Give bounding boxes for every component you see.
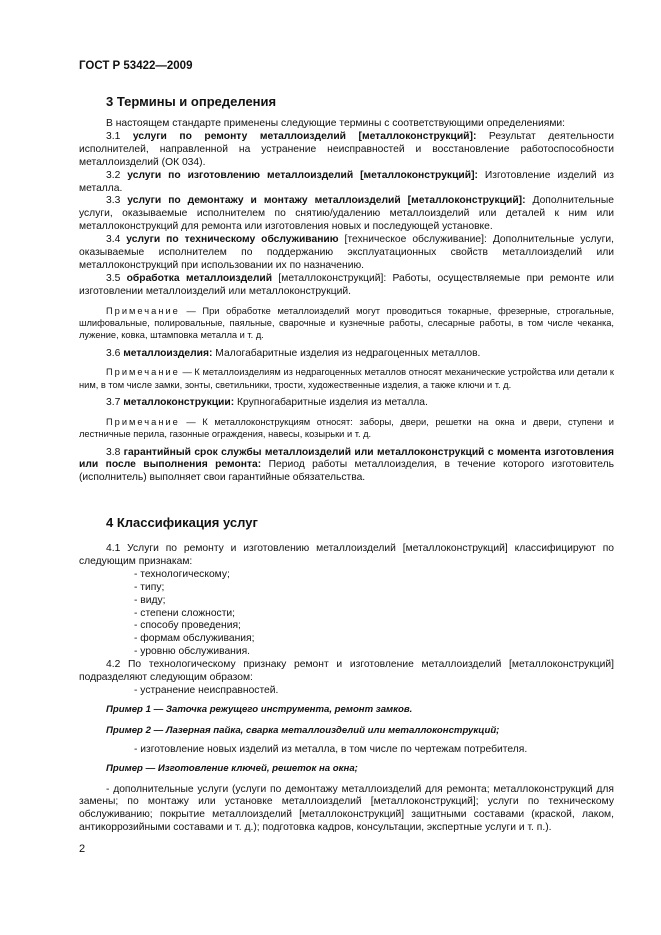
section-4-title: 4 Классификация услуг (106, 515, 258, 530)
list-item: - формам обслуживания; (134, 633, 255, 645)
term-3-4-name: услуги по техническому обслуживанию (126, 234, 339, 246)
list-item-new-items: - изготовление новых изделий из металла, в том числе по чертежам потребителя. (134, 743, 528, 755)
term-3-8-name: гарантийный срок службы металлоизделий или металлоконструкций с момента изготовления или после выполнения ремонта: (79, 446, 614, 471)
term-3-1-definition: Результат деятельности исполнителей, направленной на устранение неисправностей и восстановление работоспособности металлоизделий (ОК 034). (79, 130, 614, 168)
term-3-4-definition: [техническое обслуживание]: Дополнительные услуги, оказываемые исполнителем по поддержанию эксплуатационных свойств металлоизделий или металлоконструкций при использовании их по назначению. (79, 234, 614, 271)
note-1: Примечание — При обработке металлоизделий могут проводиться токарные, фрезерные, строгальные, шлифовальные, полировальные, паяльные, сварочные и кузнечные работы, слесарные работы, в том числе чеканка, лужение, ковка, штамповка металла и т. д. (79, 305, 614, 341)
paragraph-4-1: 4.1 Услуги по ремонту и изготовлению металлоизделий [металлоконструкций] классифицируют по следующим признакам: (79, 543, 614, 567)
term-3-6-name: металлоизделия: (123, 347, 213, 359)
list-item: - степени сложности; (134, 607, 236, 619)
section-3-body (79, 118, 614, 485)
term-3-8: 3.8 гарантийный срок службы металлоизделий или металлоконструкций с момента изготовления или после выполнения ремонта: Период работы металлоизделия, в течение которого изготовитель (исполнитель) выполняет свои гарантийные обязательства. (79, 446, 615, 484)
term-3-7: 3.7 металлоконструкции: Крупногабаритные изделия из металла. (106, 397, 428, 409)
list-item-repair: - устранение неисправностей. (134, 684, 279, 696)
term-3-2-name: услуги по изготовлению металлоизделий [металлоконструкций]: (127, 169, 478, 181)
note-3: Примечание — К металлоконструкциям относят: заборы, двери, решетки на окна и двери, ступени и лестничные перила, газонные ограждения, навесы, козырьки и т. д. (79, 416, 614, 440)
page-number: 2 (79, 843, 86, 855)
term-3-6-definition: Малогабаритные изделия из недрагоценных металлов. (212, 347, 481, 359)
section-3-title: 3 Термины и определения (106, 94, 277, 109)
paragraph-4-2: 4.2 По технологическому признаку ремонт и изготовление металлоизделий [металлоконструкций] подразделяют следующим образом: (79, 659, 614, 684)
term-3-8-definition: Период работы металлоизделия, в течение которого изготовитель (исполнитель) выполняет свои гарантийные обязательства. (79, 459, 615, 484)
list-item: - технологическому; (134, 568, 230, 580)
list-item: - уровню обслуживания. (134, 646, 251, 658)
term-3-2-definition: Изготовление изделий из металла. (79, 169, 614, 194)
term-3-5: 3.5 обработка металлоизделий [металлоконструкций]: Работы, осуществляемые при ремонте или изготовлении металлоизделий или металлоконструкций. (79, 272, 614, 297)
section-3-intro: В настоящем стандарте применены следующие термины с соответствующими определениями: (106, 118, 566, 129)
list-item: - виду; (134, 594, 166, 606)
list-item: - способу проведения; (134, 620, 241, 632)
term-3-7-definition: Крупногабаритные изделия из металла. (234, 397, 428, 409)
note-1-label: Примечание (106, 305, 180, 316)
standard-code-header: ГОСТ Р 53422—2009 (79, 60, 193, 72)
note-2: Примечание — К металлоизделиям из недрагоценных металлов относят механические устройства или детали к ним, в том числе замки, зонты, светильники, трости, художественные изделия, а также ключи и т. д. (79, 367, 614, 390)
list-item: - типу; (134, 581, 165, 593)
section-4-body (79, 543, 614, 835)
term-3-5-name: обработка металлоизделий (126, 272, 273, 284)
term-3-2: 3.2 услуги по изготовлению металлоизделий [металлоконструкций]: Изготовление изделий из металла. (79, 169, 614, 194)
term-3-3-name: услуги по демонтажу и монтажу металлоизделий [металлоконструкций]: (127, 195, 526, 207)
example-3: Пример — Изготовление ключей, решеток на окна; (106, 762, 358, 774)
term-3-4: 3.4 услуги по техническому обслуживанию [техническое обслуживание]: Дополнительные услуги, оказываемые исполнителем по поддержанию эксплуатационных свойств металлоизделий или металлоконструкций при использовании их по назначению. (79, 234, 614, 271)
term-3-1-name: услуги по ремонту металлоизделий [металлоконструкций]: (132, 130, 477, 142)
note-3-label: Примечание (106, 416, 180, 427)
example-2: Пример 2 — Лазерная пайка, сварка металлоизделий или металлоконструкций; (106, 724, 500, 736)
term-3-7-name: металлоконструкции: (123, 397, 235, 409)
note-2-label: Примечание (106, 367, 180, 378)
list-item-additional-services: - дополнительные услуги (услуги по демонтажу металлоизделий для ремонта; металлоконструкций для замены; по монтажу или установке металлоизделий [металлоконструкций]; услуги по техническому обслуживанию; покрытие металлоизделий [металлоконструкций] защитными составами (краской, лаком, антикоррозийными составами и т. д.); подготовка кадров, консультации, экспертные услуги и т. п.). (79, 783, 614, 834)
term-3-5-definition: [металлоконструкций]: Работы, осуществляемые при ремонте или изготовлении металлоизделий или металлоконструкций. (79, 272, 614, 297)
term-3-1: 3.1 услуги по ремонту металлоизделий [металлоконструкций]: Результат деятельности исполнителей, направленной на устранение неисправностей и восстановление работоспособности металлоизделий (ОК 034). (79, 130, 614, 168)
term-3-3-definition: Дополнительные услуги, оказываемые исполнителем по снятию/удалению металлоизделий или деталей к ним или металлоконструкций для ремонта или изготовления новых и последующей установке. (79, 195, 614, 233)
term-3-6: 3.6 металлоизделия: Малогабаритные изделия из недрагоценных металлов. (106, 347, 481, 359)
example-1: Пример 1 — Заточка режущего инструмента, ремонт замков. (106, 703, 413, 715)
term-3-3: 3.3 услуги по демонтажу и монтажу металлоизделий [металлоконструкций]: Дополнительные услуги, оказываемые исполнителем по снятию/удалению металлоизделий или деталей к ним или металлоконструкций для ремонта или изготовления новых и последующей установке. (79, 195, 614, 233)
